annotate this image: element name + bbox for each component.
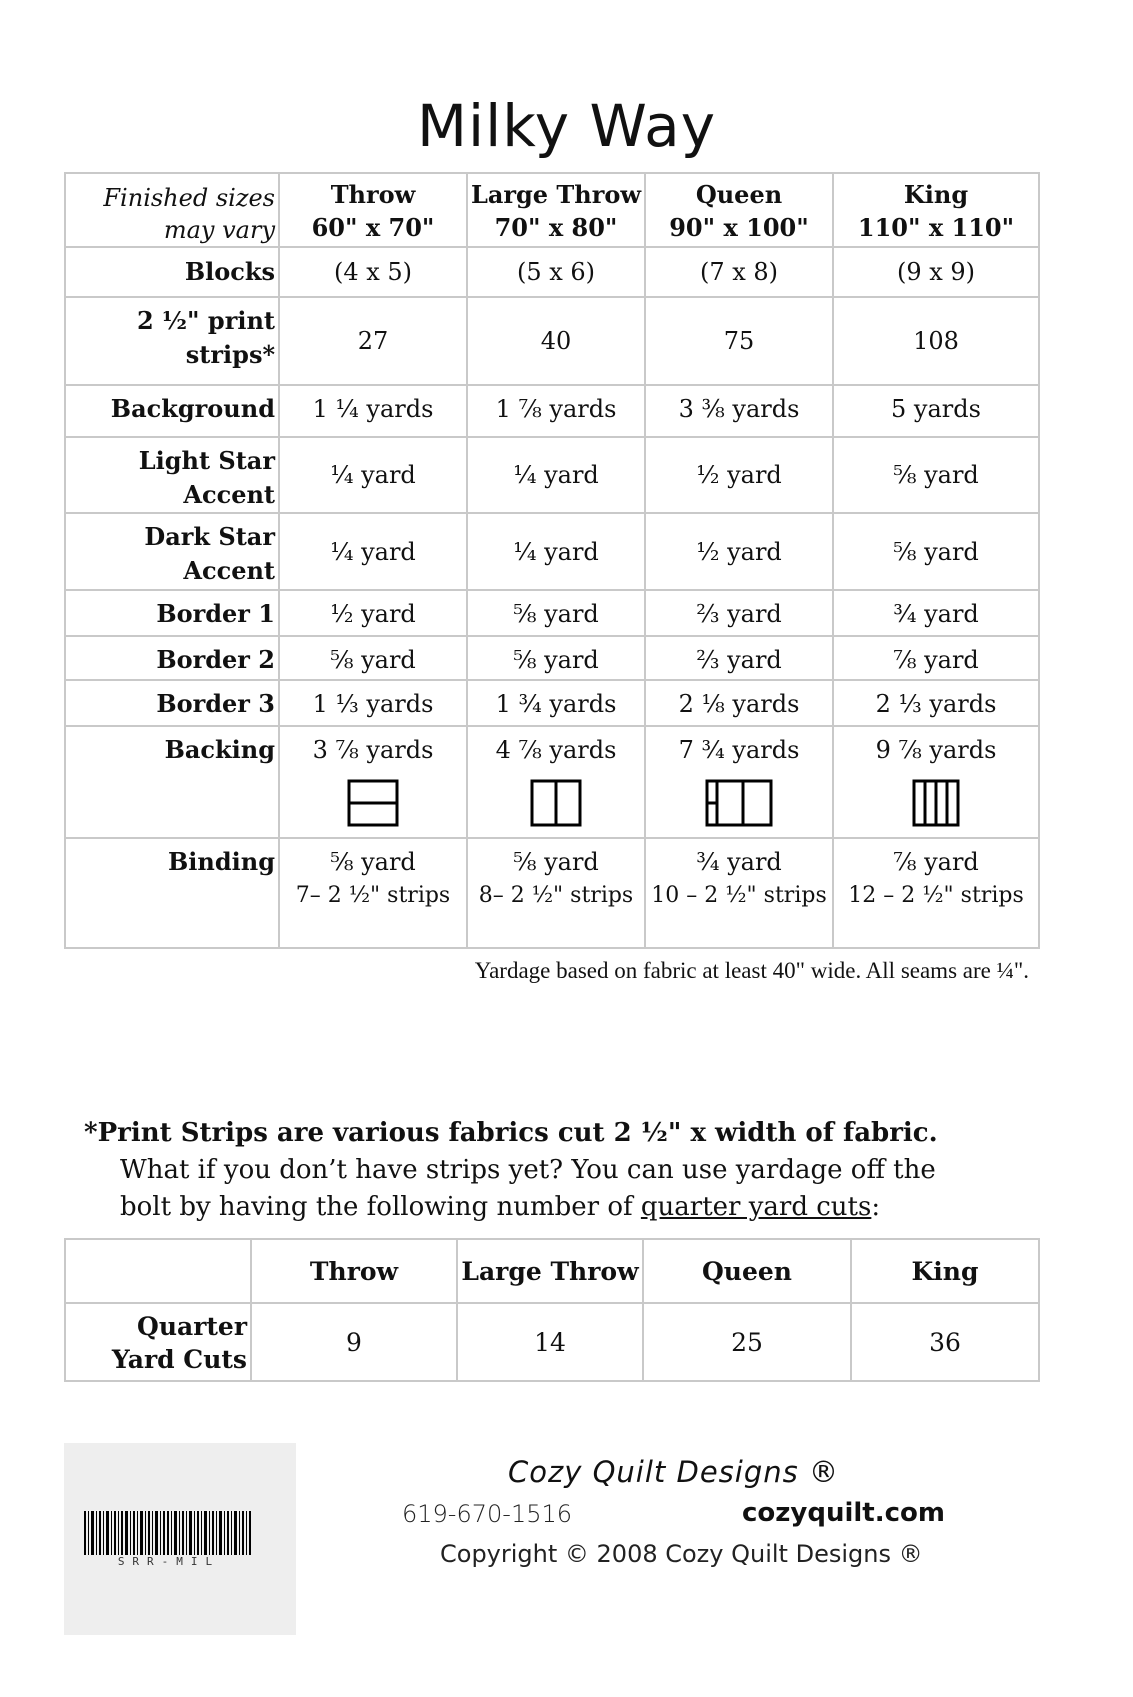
print-strips-note: [84, 1115, 938, 1226]
binding-yardage: ⅞ yard: [893, 848, 979, 876]
row-label-border-2: Border 2: [65, 636, 279, 680]
page-title: Milky Way: [416, 92, 717, 160]
table-cell: ⅝ yard: [467, 590, 645, 636]
backing-yardage: 7 ¾ yards: [678, 736, 800, 764]
row-label-border-1: Border 1: [65, 590, 279, 636]
table-cell: ⅝ yard: [833, 513, 1039, 590]
table-cell: 14: [457, 1303, 643, 1381]
table-cell: 1 ¼ yards: [279, 385, 467, 437]
column-name: Throw: [330, 180, 416, 209]
finished-note-line2: may vary: [163, 216, 275, 244]
table-cell: [467, 726, 645, 838]
finished-note-line1: Finished sizes: [103, 184, 275, 212]
table-cell: 25: [643, 1303, 851, 1381]
barcode-label: [64, 1443, 296, 1635]
column-name: Queen: [695, 180, 783, 209]
empty-header-cell: [65, 1239, 251, 1303]
label-line: Light Star: [138, 446, 275, 475]
table-cell: ⅝ yard: [467, 636, 645, 680]
table-cell: 108: [833, 297, 1039, 385]
column-name: King: [903, 180, 969, 209]
column-header-large-throw: [467, 173, 645, 247]
table-cell: [833, 726, 1039, 838]
table-cell: 5 yards: [833, 385, 1039, 437]
label-line: Yard Cuts: [111, 1345, 247, 1374]
table-cell: (9 x 9): [833, 247, 1039, 297]
table-cell: ¾ yard: [833, 590, 1039, 636]
print-strips-note-line3: [84, 1189, 938, 1226]
row-label-quarter-yard-cuts: [65, 1303, 251, 1381]
phone-number: 619-670-1516: [402, 1500, 573, 1528]
row-label-binding: Binding: [65, 838, 279, 948]
table-row: [65, 590, 1039, 636]
table-cell: 2 ⅓ yards: [833, 680, 1039, 726]
table-cell: ⅝ yard: [279, 636, 467, 680]
table-cell: ⅞ yard: [833, 636, 1039, 680]
yardage-footnote: Yardage based on fabric at least 40" wide. All seams are ¼".: [474, 958, 1029, 983]
table-row: [65, 838, 1039, 948]
table-cell: ⅝ yard: [833, 437, 1039, 513]
table-cell: ¼ yard: [467, 513, 645, 590]
table-cell: [467, 838, 645, 948]
note-text: :: [871, 1192, 881, 1222]
row-label-border-3: Border 3: [65, 680, 279, 726]
print-strips-note-line1: *Print Strips are various fabrics cut 2 ½" x width of fabric.: [84, 1118, 938, 1148]
label-line: Accent: [183, 556, 275, 585]
label-line: strips*: [185, 340, 275, 369]
backing-yardage: 4 ⅞ yards: [495, 736, 617, 764]
backing-yardage: 9 ⅞ yards: [875, 736, 997, 764]
row-label-background: Background: [65, 385, 279, 437]
fabric-requirements-table: [64, 172, 1040, 949]
column-header-queen: Queen: [643, 1239, 851, 1303]
table-cell: ¼ yard: [279, 437, 467, 513]
table-cell: 40: [467, 297, 645, 385]
backing-two-horizontal-panels-icon: [347, 779, 399, 827]
barcode-text: SRR-MIL: [117, 1555, 221, 1568]
column-header-king: [833, 173, 1039, 247]
table-cell: [833, 838, 1039, 948]
table-row: [65, 297, 1039, 385]
header-row: [65, 1239, 1039, 1303]
table-row: [65, 437, 1039, 513]
table-cell: ½ yard: [645, 437, 833, 513]
table-row: [65, 636, 1039, 680]
backing-two-vertical-panels-icon: [530, 779, 582, 827]
table-cell: (4 x 5): [279, 247, 467, 297]
table-cell: ⅔ yard: [645, 636, 833, 680]
table-row: [65, 385, 1039, 437]
backing-yardage: 3 ⅞ yards: [312, 736, 434, 764]
binding-strips: 12 – 2 ½" strips: [848, 883, 1024, 908]
table-cell: [645, 726, 833, 838]
label-line: Quarter: [137, 1312, 247, 1341]
table-cell: [279, 838, 467, 948]
table-cell: 36: [851, 1303, 1039, 1381]
table-row: [65, 247, 1039, 297]
table-row: [65, 1303, 1039, 1381]
barcode: [84, 1511, 254, 1555]
binding-yardage: ¾ yard: [696, 848, 782, 876]
website: cozyquilt.com: [742, 1498, 945, 1528]
table-row: [65, 680, 1039, 726]
table-cell: ¼ yard: [467, 437, 645, 513]
table-cell: [279, 726, 467, 838]
backing-three-panels-icon: [705, 779, 773, 827]
table-cell: ¼ yard: [279, 513, 467, 590]
label-line: Dark Star: [144, 522, 275, 551]
table-cell: ½ yard: [279, 590, 467, 636]
note-text: bolt by having the following number of: [120, 1192, 641, 1222]
backing-four-vertical-panels-icon: [912, 779, 960, 827]
table-cell: 3 ⅜ yards: [645, 385, 833, 437]
column-header-large-throw: Large Throw: [457, 1239, 643, 1303]
table-cell: 1 ⅓ yards: [279, 680, 467, 726]
table-cell: 1 ¾ yards: [467, 680, 645, 726]
quarter-yard-cuts-text: quarter yard cuts: [640, 1192, 872, 1222]
table-row: [65, 513, 1039, 590]
binding-yardage: ⅝ yard: [330, 848, 416, 876]
table-cell: 27: [279, 297, 467, 385]
column-header-queen: [645, 173, 833, 247]
company-name: Cozy Quilt Designs ®: [508, 1455, 839, 1489]
column-header-throw: [279, 173, 467, 247]
column-header-king: King: [851, 1239, 1039, 1303]
column-header-throw: Throw: [251, 1239, 457, 1303]
table-cell: 9: [251, 1303, 457, 1381]
table-cell: ⅔ yard: [645, 590, 833, 636]
column-name: Large Throw: [470, 180, 642, 209]
quarter-yard-cuts-table: [64, 1238, 1040, 1382]
column-dims: 60" x 70": [311, 213, 435, 242]
table-cell: 75: [645, 297, 833, 385]
binding-strips: 7– 2 ½" strips: [295, 883, 451, 908]
row-label-dark-star-accent: [65, 513, 279, 590]
print-strips-note-line2: What if you don’t have strips yet? You can use yardage off the: [120, 1155, 936, 1185]
label-line: 2 ½" print: [136, 306, 275, 335]
binding-yardage: ⅝ yard: [513, 848, 599, 876]
table-cell: ½ yard: [645, 513, 833, 590]
table-cell: 1 ⅞ yards: [467, 385, 645, 437]
copyright: Copyright © 2008 Cozy Quilt Designs ®: [440, 1540, 923, 1568]
table-cell: [645, 838, 833, 948]
table-cell: 2 ⅛ yards: [645, 680, 833, 726]
binding-strips: 10 – 2 ½" strips: [651, 883, 827, 908]
column-dims: 110" x 110": [857, 213, 1015, 242]
finished-sizes-note: [65, 173, 279, 247]
table-row: [65, 726, 1039, 838]
label-line: Accent: [183, 480, 275, 509]
binding-strips: 8– 2 ½" strips: [478, 883, 634, 908]
table-cell: (5 x 6): [467, 247, 645, 297]
header-row: [65, 173, 1039, 247]
row-label-light-star-accent: [65, 437, 279, 513]
row-label-blocks: Blocks: [65, 247, 279, 297]
row-label-backing: Backing: [65, 726, 279, 838]
row-label-print-strips: [65, 297, 279, 385]
column-dims: 70" x 80": [494, 213, 618, 242]
column-dims: 90" x 100": [669, 213, 809, 242]
table-cell: (7 x 8): [645, 247, 833, 297]
